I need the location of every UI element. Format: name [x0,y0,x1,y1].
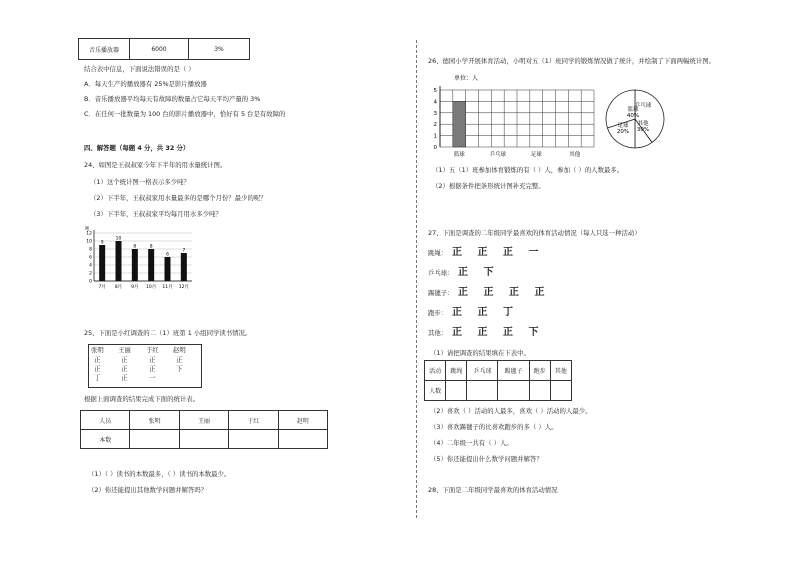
table-header: 张明 [130,411,179,430]
bar [165,257,171,281]
y-tick-label: 8 [89,247,92,253]
tally-marks: 正 下 [458,267,500,278]
y-tick-label: 5 [433,88,437,94]
q27-q1: （1）请把调查的结果填在下表中。 [430,349,530,357]
top-data-table [78,38,250,60]
data-label: 7 [182,248,186,254]
y-tick-label: 12 [86,231,92,237]
x-tick-label: 篮球 [453,152,465,158]
table-cell: 6000 [130,39,189,60]
bar [453,101,466,147]
column-divider [416,40,417,518]
data-label: 6 [166,252,169,258]
pie-label-name: 篮球 [627,107,639,113]
tally-mark: 一 [149,374,156,382]
x-tick-label: 7月 [98,285,106,290]
q24-sub3: （3）下半年，王叔叔家平均每月用水多少吨？ [90,210,222,218]
tally-mark: 正 [149,356,156,364]
table-header: 乒乓球 [467,361,498,381]
tally-name: 于红 [146,346,159,354]
tally-label: 跳绳： [428,249,448,257]
tally-label: 其他： [428,329,448,337]
tally-marks: 正 正 丁 [452,307,519,318]
table-input-cell[interactable] [467,381,498,401]
x-tick-label: 12月 [178,285,189,290]
pie-label: 乒乓球 [634,103,652,109]
bar [116,241,122,281]
activity-pie-chart [604,88,666,150]
q23-option-b: B．音乐播放器平均每天有故障的数量占它每天平均产量的 3% [84,95,261,103]
table-header: 跳绳 [446,361,467,381]
pie-label-value: 40% [626,113,640,119]
activity-bar-chart [426,72,596,160]
pie-label-name: 足球 [617,123,629,129]
q27-q3: （3）喜欢踢毽子的比喜欢跑步的多（ ）人。 [430,423,558,431]
q27-q4: （4）二年级一共有（ ）人。 [430,439,513,447]
q24-sub1: （1）这个统计图一格表示多少吨？ [90,178,190,186]
table-header: 其他 [550,361,571,381]
y-tick-label: 2 [89,271,92,277]
data-label: 8 [133,244,137,250]
table-input-cell[interactable] [529,381,550,401]
table-input-cell[interactable] [229,430,278,449]
table-input-cell[interactable] [278,430,327,449]
reading-table [80,410,328,449]
table-header: 赵明 [278,411,327,430]
table-cell: 音乐播放器 [79,39,130,60]
tally-marks: 正 正 正 正 [458,287,551,298]
table-input-cell[interactable] [179,430,228,449]
pie-label-value: 30% [636,127,650,133]
y-axis-label: 吨 [85,227,90,232]
tally-mark: 丁 [94,374,101,382]
tally-mark: 正 [121,365,128,373]
pie-label-value: 20% [616,129,630,135]
tally-marks: 正 正 正 下 [452,327,545,338]
tally-name: 王丽 [118,346,131,354]
table-header: 王丽 [179,411,228,430]
y-tick-label: 4 [89,263,92,269]
table-input-cell[interactable] [550,381,571,401]
tally-label: 跑步： [428,309,448,317]
table-row-label: 人数 [425,381,446,401]
x-tick-label: 9月 [131,285,139,290]
q28-stem: 28、下面是二年级同学最喜欢的体育活动情况 [428,486,558,494]
tally-mark: 正 [121,356,128,364]
table-header: 跑步 [529,361,550,381]
table-header: 人员 [81,411,130,430]
y-tick-label: 2 [433,122,437,129]
x-tick-label: 其他 [569,152,581,158]
q25-q2: （2）你还能提出其他数学问题并解答吗？ [88,486,208,494]
tally-name: 张明 [91,346,104,354]
q23-option-a: A．每天生产的播放器有 25%是影片播放器 [84,80,207,88]
bar [132,249,138,281]
table-cell: 3% [189,39,250,60]
q27-q5: （5）你还能提出什么数学问题并解答？ [430,455,543,463]
x-tick-label: 乒乓球 [489,152,507,158]
x-tick-label: 8月 [114,285,123,290]
activity-table [424,360,572,401]
q26-q1: （1）五（1）班参加体育锻炼的有（ ）人，参加（ ）的人数最多。 [432,166,624,174]
pie-label [637,119,649,133]
q26-stem: 26、德园小学开展体育活动，小明对五（1）班同学的锻炼情况做了统计，并绘制了下面两幅统计图。 [428,57,715,65]
bar [181,253,187,281]
tally-label: 踢毽子： [428,289,454,297]
bar [99,245,105,281]
tally-mark: 正 [94,356,101,364]
y-tick-label: 0 [89,279,92,285]
y-tick-label: 3 [433,110,437,117]
tally-mark: 正 [94,365,101,373]
table-input-cell[interactable] [446,381,467,401]
tally-mark: 正 [121,374,128,382]
chart-unit-label: 单位：人 [454,75,479,82]
data-label: 10 [115,236,122,242]
tally-label: 乒乓球： [428,269,454,277]
q27-stem: 27、下面是调查的二年级同学最喜欢的体育活动情况（每人只选一种活动） [428,229,641,237]
q24-sub2: （2）下半年，王叔叔家用水量最多的是哪个月份？最少的呢？ [90,194,267,202]
q26-q2: （2）根据条件把条形统计图补充完整。 [432,182,545,190]
tally-mark: 正 [176,356,183,364]
q23-prompt: 结合表中信息，下面说法错误的是（ ） [84,65,195,73]
section-title: 四、解答题（每题 4 分，共 32 分） [84,144,190,152]
table-header: 踢毽子 [498,361,529,381]
y-tick-label: 0 [433,145,437,151]
x-tick-label: 11月 [162,285,173,290]
q25-stem: 25、下面是小红调查的二（1）班第 1 小组同学读书情况。 [84,329,252,337]
tally-mark: 下 [176,365,183,373]
bar [148,249,154,281]
y-tick-label: 10 [86,239,92,245]
q27-q2: （2）喜欢（ ）活动的人最多，喜欢（ ）活动的人最少。 [430,407,592,415]
pie-label [617,121,629,135]
tally-name: 赵明 [173,346,186,354]
water-usage-bar-chart [84,225,196,291]
data-label: 8 [149,244,153,250]
y-tick-label: 6 [89,255,92,261]
pie-label-name: 其他 [637,121,649,127]
tally-marks: 正 正 正 一 [452,247,545,258]
q24-stem: 24、如图是王叔叔家今年下半年的用水量统计图。 [84,161,227,169]
q25-q1: （1）（ ）读书的本数最多，（ ）读书的本数最少。 [88,470,231,478]
x-tick-label: 足球 [530,152,542,158]
q23-option-c: C．在任何一批数量为 100 台的影片播放器中，恰好有 5 台是有故障的 [84,110,286,118]
table-row-label: 本数 [81,430,130,449]
table-header: 于红 [229,411,278,430]
data-label: 9 [100,240,104,246]
tally-mark: 正 [149,365,156,373]
table-header: 活动 [425,361,446,381]
table-input-cell[interactable] [498,381,529,401]
x-tick-label: 10月 [146,285,157,290]
y-tick-label: 1 [433,133,437,140]
q25-fill-prompt: 根据上面调查的结果完成下面的统计表。 [84,395,200,403]
table-input-cell[interactable] [130,430,179,449]
y-tick-label: 4 [433,99,437,106]
